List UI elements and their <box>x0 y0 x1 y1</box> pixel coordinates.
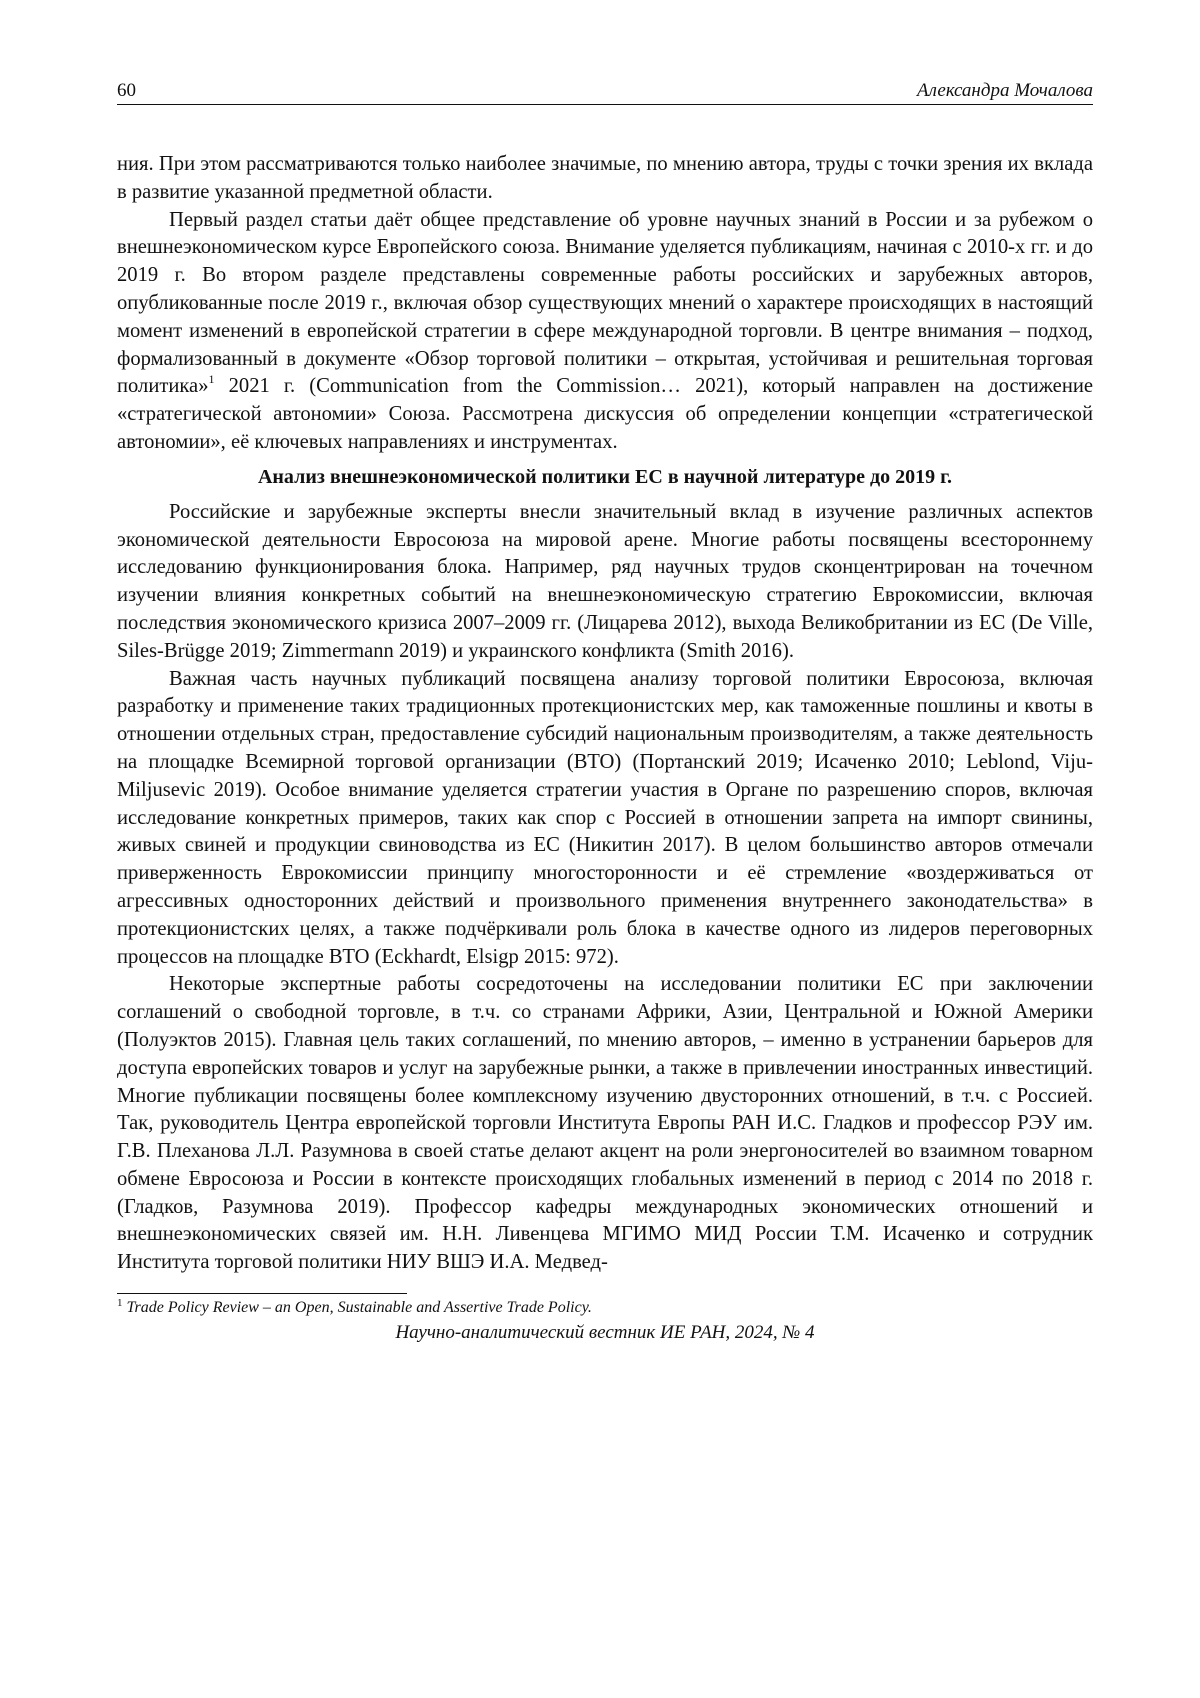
footnote <box>117 1298 1093 1318</box>
paragraph-free-trade: Некоторые экспертные работы сосредоточены на исследовании политики ЕС при заключении соглашений о свободной торговле, в т.ч. со странами Африки, Азии, Центральной и Южной Америки (Полуэктов 2015). Главная цель таких соглашений, по мнению авторов, – именно в устранении барьеров для доступа европейских товаров и услуг на зарубежные рынки, а также в привлечении иностранных инвестиций. Многие публикации посвящены более комплексному изучению двусторонних отношений, в т.ч. с Россией. Так, руководитель Центра европейской торговли Института Европы РАН И.С. Гладков и профессор РЭУ им. Г.В. Плеханова Л.Л. Разумнова в своей статье делают акцент на роли энергоносителей во взаимном товарном обмене Евросоюза и России в контексте происходящих глобальных изменений в период с 2014 по 2018 г. (Гладков, Разумнова 2019). Профессор кафедры международных экономических отношений и внешнеэкономических связей им. Н.Н. Ливенцева МГИМО МИД России Т.М. Исаченко и сотрудник Института торговой политики НИУ ВШЭ И.А. Медвед- <box>117 973 1093 1274</box>
paragraph-continued: ния. При этом рассматриваются только наиболее значимые, по мнению автора, труды с точки зрения их вклада в развитие указанной предметной области. <box>117 153 1093 203</box>
paragraph-structure-part-1: Первый раздел статьи даёт общее представление об уровне научных знаний в России и за рубежом о внешнеэкономическом курсе Европейского союза. Внимание уделяется публикациям, начиная с 2010-х гг. и до 2019 г. Во втором разделе представлены современные работы российских и зарубежных авторов, опубликованные после 2019 г., включая обзор существующих мнений о характере происходящих в настоящий момент изменений в европейской стратегии в сфере международной торговли. В центре внимания – подход, формализованный в документе «Обзор торговой политики – открытая, устойчивая и решительная торговая политика» <box>117 208 1093 398</box>
author-name: Александра Мочалова <box>917 80 1093 101</box>
footnote-text: Trade Policy Review – an Open, Sustainable and Assertive Trade Policy. <box>126 1299 592 1317</box>
page-number: 60 <box>117 80 136 101</box>
journal-footer: Научно-аналитический вестник ИЕ РАН, 2024, № 4 <box>395 1322 815 1344</box>
article-body <box>117 151 1093 1277</box>
footnote-divider <box>117 1293 407 1294</box>
running-head <box>117 80 1093 105</box>
paragraph-structure <box>117 207 1093 457</box>
paragraph-trade-policy: Важная часть научных публикаций посвящена анализу торговой политики Евросоюза, включая разработку и применение таких традиционных протекционистских мер, как таможенные пошлины и квоты в отношении отдельных стран, предоставление субсидий национальным производителям, а также деятельность на площадке Всемирной торговой организации (ВТО) (Портанский 2019; Исаченко 2010; Leblond, Viju-Miljusevic 2019). Особое внимание уделяется стратегии участия в Органе по разрешению споров, включая исследование конкретных примеров, таких как спор с Россией в отношении запрета на импорт свинины, живых свиней и продукции свиноводства из ЕС (Никитин 2017). В целом большинство авторов отмечали приверженность Еврокомиссии принципу многосторонности и её стремление «воздерживаться от агрессивных односторонних действий и произвольного применения внутреннего законодательства» в протекционистских целях, а также подчёркивали роль блока в качестве одного из лидеров переговорных процессов на площадке ВТО (Eckhardt, Elsigp 2015: 972). <box>117 667 1093 968</box>
paragraph-contributions: Российские и зарубежные эксперты внесли значительный вклад в изучение различных аспектов экономической деятельности Евросоюза на мировой арене. Многие работы посвящены всестороннему исследованию функционирования блока. Например, ряд научных трудов сконцентрирован на точечном изучении влияния конкретных событий на внешнеэкономическую стратегию Еврокомиссии, включая последствия экономического кризиса 2007–2009 гг. (Лицарева 2012), выхода Великобритании из ЕС (De Ville, Siles-Brügge 2019; Zimmermann 2019) и украинского конфликта (Smith 2016). <box>117 500 1093 662</box>
section-heading: Анализ внешнеэкономической политики ЕС в научной литературе до 2019 г. <box>257 465 953 488</box>
paragraph-structure-part-2: 2021 г. (Communication from the Commission… 2021), который направлен на достижение «стратегической автономии» Союза. Рассмотрена дискуссия об определении концепции «стратегической автономии», её ключевых направлениях и инструментах. <box>117 375 1093 453</box>
footnote-number: 1 <box>117 1297 123 1310</box>
page <box>117 80 1093 1344</box>
footnote-reference: 1 <box>208 372 215 387</box>
